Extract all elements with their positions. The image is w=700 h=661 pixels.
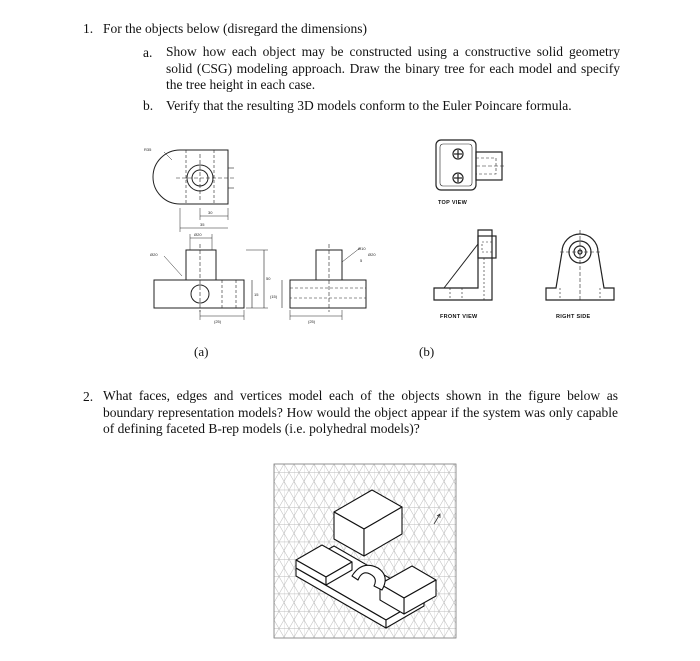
q1b-text: Verify that the resulting 3D models conform to the Euler Poincare formula. — [166, 98, 572, 113]
figure-a-drawing — [140, 138, 380, 328]
isometric-figure — [274, 464, 456, 638]
fig-b-front-view-outline — [434, 230, 492, 300]
dim-d20-right: Ø20 — [368, 252, 376, 257]
q1a-text: Show how each object may be constructed using a constructive solid geometry solid (CSG) modeling approach. Draw the binary tree for each model and specify the tree height in each case. — [166, 44, 620, 92]
q2-text: What faces, edges and vertices model each of the objects shown in the figure below as boundary representation models? How would the object appear if the system was only capable of defining faceted B-rep models (i.e. polyhedral models)? — [103, 388, 618, 436]
dim-50: 50 — [266, 276, 271, 281]
dim-30: 30 — [208, 210, 213, 215]
dim-d20-top: Ø20 — [194, 232, 202, 237]
label-front-view: FRONT VIEW — [440, 314, 478, 320]
q1b-marker: b. — [143, 98, 154, 113]
dim-r35: R35 — [144, 147, 152, 152]
label-top-view: TOP VIEW — [438, 200, 468, 206]
fig-a-top-view-outline — [153, 150, 228, 204]
dim-d20-left: Ø20 — [150, 252, 158, 257]
dim-d10: Ø10 — [358, 246, 366, 251]
fig-a-side-view-base — [290, 280, 366, 308]
q1a-marker: a. — [143, 45, 153, 60]
fig-a-front-view-boss — [186, 250, 216, 280]
caption-a: (a) — [194, 344, 209, 359]
figure-b-drawing — [420, 132, 620, 332]
dim-15-paren: (15) — [270, 294, 278, 299]
dim-25-right: (25) — [308, 319, 316, 324]
q1-text: For the objects below (disregard the dimensions) — [103, 21, 367, 36]
dim-25-left: (25) — [214, 319, 222, 324]
label-right-side: RIGHT SIDE — [556, 314, 591, 320]
dim-5: 5 — [360, 258, 363, 263]
caption-b: (b) — [419, 344, 435, 359]
q2-number: 2. — [83, 389, 94, 404]
dim-15: 15 — [254, 292, 259, 297]
dim-35: 35 — [200, 222, 205, 227]
fig-a-front-view-base — [154, 280, 244, 308]
q1-number: 1. — [83, 21, 94, 36]
